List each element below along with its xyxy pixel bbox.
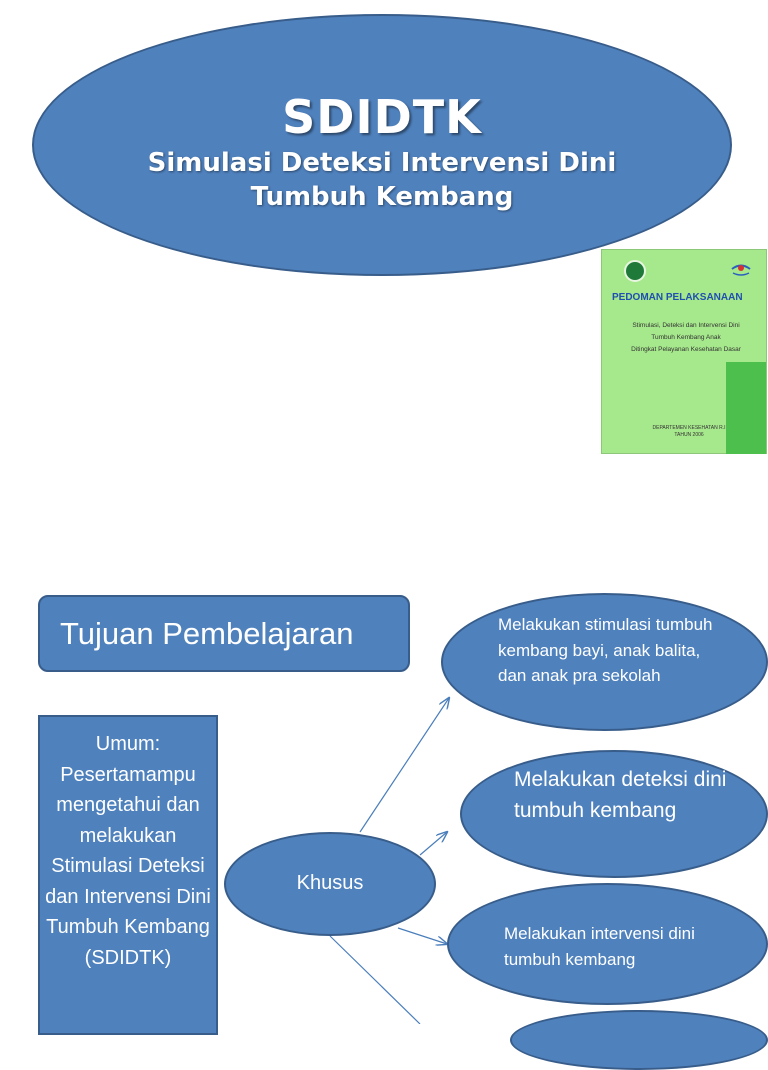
tujuan-pembelajaran-box: Tujuan Pembelajaran — [38, 595, 410, 672]
book-year: TAHUN 2006 — [674, 432, 704, 438]
khusus-label: Khusus — [296, 872, 364, 894]
arrow-to-deteksi — [420, 832, 447, 855]
book-cover-image — [601, 249, 767, 454]
khusus-ellipse — [224, 832, 436, 936]
arrow-to-stimulasi — [360, 698, 449, 832]
title-main: SDIDTK — [282, 90, 482, 144]
arrow-to-next — [330, 936, 420, 1024]
book-stripe — [726, 362, 766, 454]
book-subtitle — [612, 320, 760, 356]
book-subtitle-line: Tumbuh Kembang Anak — [651, 334, 721, 341]
objective-deteksi-ellipse — [460, 750, 768, 878]
objective-stimulasi-text: Melakukan stimulasi tumbuh kembang bayi, anak balita, dan anak pra sekolah — [498, 615, 713, 685]
objective-intervensi-ellipse — [447, 883, 768, 1005]
book-subtitle-line: Ditingkat Pelayanan Kesehatan Dasar — [631, 346, 741, 353]
arrow-to-intervensi — [398, 928, 447, 944]
objective-intervensi-text: Melakukan intervensi dini tumbuh kembang — [504, 924, 695, 969]
objective-deteksi-text: Melakukan deteksi dini tumbuh kembang — [514, 768, 727, 822]
health-logo-icon — [730, 260, 752, 278]
book-publisher: DEPARTEMEN KESEHATAN R.I — [652, 425, 726, 431]
title-subtitle: Simulasi Deteksi Intervensi Dini Tumbuh Kembang — [147, 148, 617, 212]
objective-stimulasi-ellipse — [441, 593, 768, 731]
book-subtitle-line: Stimulasi, Deteksi dan Intervensi Dini — [632, 322, 740, 329]
umum-box: Umum: Pesertamampu mengetahui dan melakukan Stimulasi Deteksi dan Intervensi Dini Tumbuh Kembang (SDIDTK) — [38, 715, 218, 1035]
book-title: PEDOMAN PELAKSANAAN — [612, 292, 743, 303]
book-footer — [642, 425, 736, 439]
title-ellipse — [32, 14, 732, 276]
ministry-logo-icon — [624, 260, 646, 282]
objective-next-ellipse — [510, 1010, 768, 1070]
